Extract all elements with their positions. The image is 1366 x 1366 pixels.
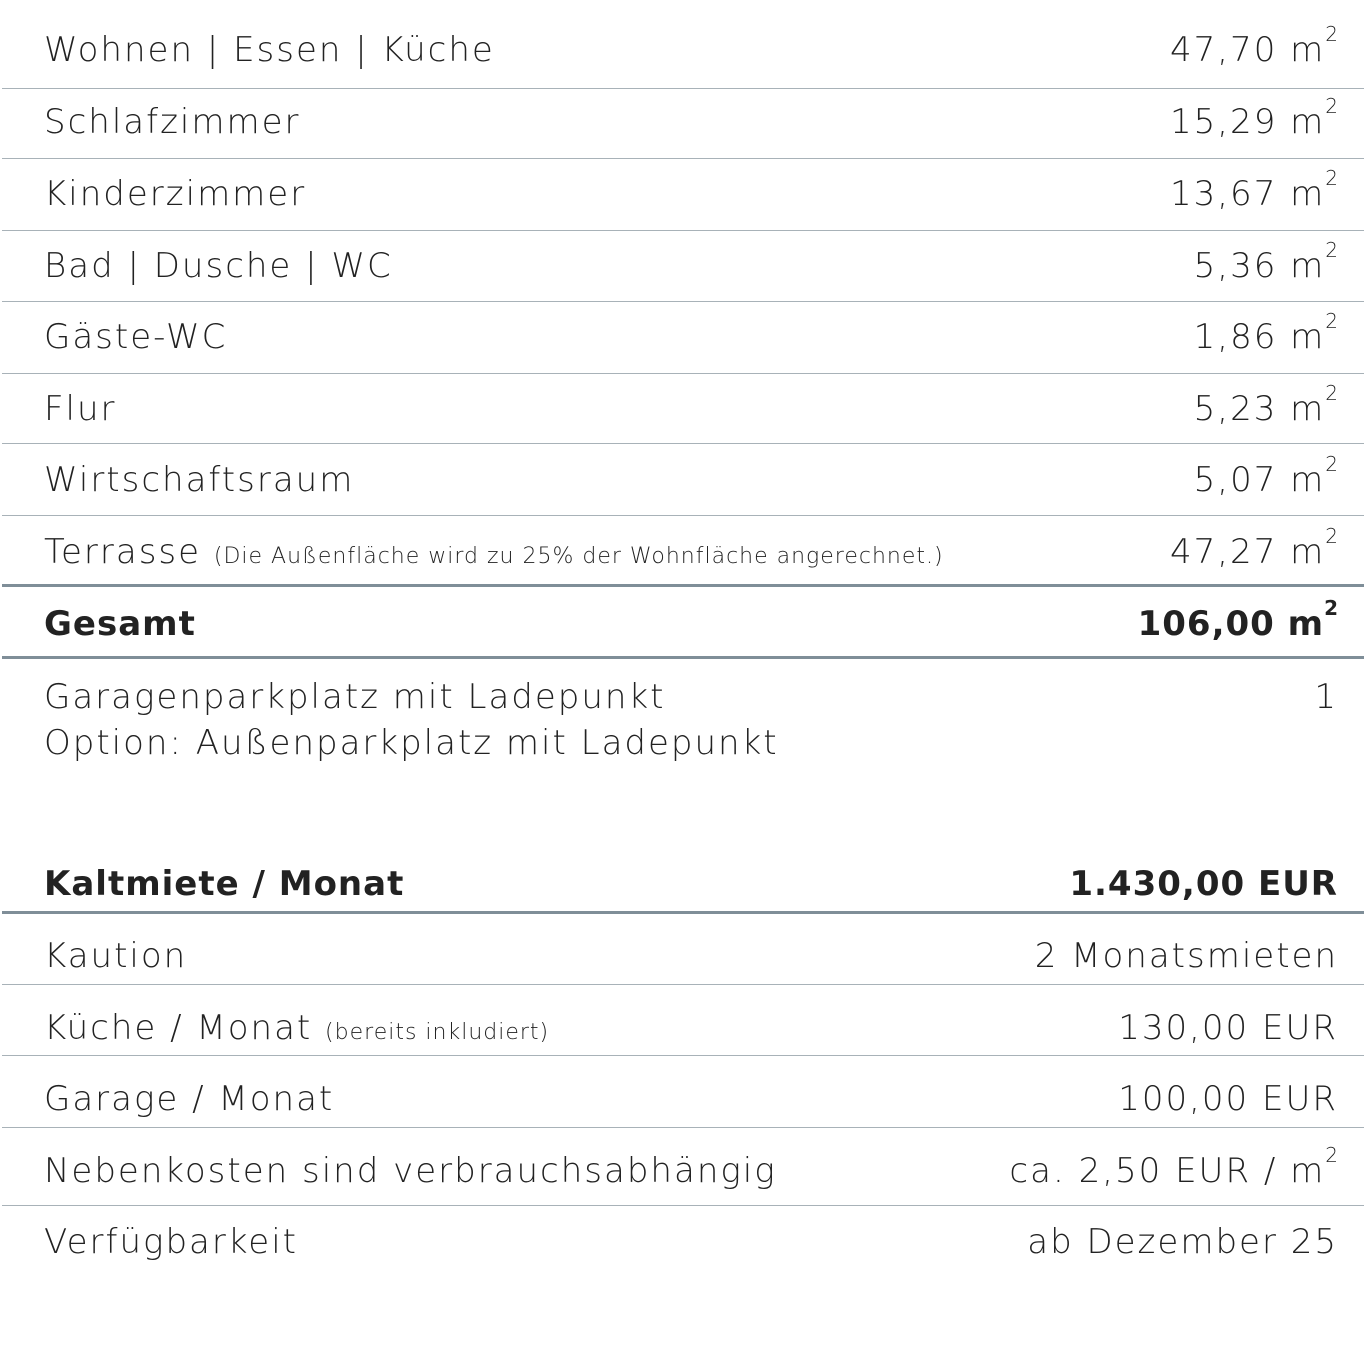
area-row-gaeste-wc <box>0 309 1366 359</box>
area-value: 5,36 $m^2$ <box>1193 238 1338 286</box>
area-value: 47,70 $m^2$ <box>1169 22 1338 70</box>
rent-row-kueche <box>0 1006 1366 1055</box>
area-label: Wirtschaftsraum <box>44 460 355 500</box>
divider <box>2 1055 1364 1056</box>
area-value: 47,27 $m^2$ <box>1169 524 1338 572</box>
divider-thick <box>2 584 1364 587</box>
parking-line-1: Garagenparkplatz mit Ladepunkt <box>44 677 666 717</box>
rent-value: 100,00 EUR <box>1118 1079 1338 1119</box>
rent-note: (bereits inkludiert) <box>325 1020 550 1045</box>
area-row-terrasse <box>0 524 1366 579</box>
rent-value: ca. 2,50 EUR / $m^2$ <box>1009 1143 1338 1191</box>
rent-label: Kaution <box>44 936 188 976</box>
area-value: 1,86 $m^2$ <box>1193 309 1338 357</box>
parking-row <box>0 674 1366 766</box>
rent-row-kaution <box>0 934 1366 978</box>
area-value: 5,07 $m^2$ <box>1193 452 1338 500</box>
area-row-bad <box>0 238 1366 288</box>
divider-thick <box>2 911 1364 914</box>
rent-label: Garage / Monat <box>44 1079 335 1119</box>
divider <box>2 88 1364 89</box>
rent-value: 130,00 EUR <box>1118 1008 1338 1048</box>
rent-header-value: 1.430,00 EUR <box>1069 864 1338 904</box>
area-note: (Die Außenfläche wird zu 25% der Wohnfläche angerechnet.) <box>213 544 944 569</box>
divider <box>2 443 1364 444</box>
area-label: Kinderzimmer <box>44 174 307 214</box>
divider-thick <box>2 656 1364 659</box>
rent-row-verfuegbarkeit <box>0 1220 1366 1264</box>
rent-row-nebenkosten <box>0 1143 1366 1193</box>
area-label: Gäste-WC <box>44 317 228 357</box>
area-value: 5,23 $m^2$ <box>1193 381 1338 429</box>
area-label: Terrasse (Die Außenfläche wird zu 25% der Wohnfläche angerechnet.) <box>44 532 944 572</box>
parking-labels <box>44 674 779 766</box>
rent-value: 2 Monatsmieten <box>1034 936 1338 976</box>
total-value: 106,00 $m^2$ <box>1137 596 1338 644</box>
rent-value: ab Dezember 25 <box>1027 1222 1338 1262</box>
area-label: Schlafzimmer <box>44 102 301 142</box>
divider <box>2 515 1364 516</box>
divider <box>2 158 1364 159</box>
area-row-kinderzimmer <box>0 166 1366 216</box>
area-row-flur <box>0 381 1366 431</box>
divider <box>2 230 1364 231</box>
area-row-wohnen <box>0 22 1366 72</box>
rent-label: Küche / Monat (bereits inkludiert) <box>44 1008 550 1048</box>
rent-header-row <box>0 862 1366 906</box>
parking-line-2: Option: Außenparkplatz mit Ladepunkt <box>44 723 779 763</box>
area-label: Wohnen | Essen | Küche <box>44 30 495 70</box>
rent-row-garage <box>0 1077 1366 1121</box>
rent-label: Verfügbarkeit <box>44 1222 299 1262</box>
divider <box>2 301 1364 302</box>
total-label: Gesamt <box>44 604 196 644</box>
parking-count: 1 <box>1314 677 1338 717</box>
area-label: Flur <box>44 389 117 429</box>
area-value: 13,67 $m^2$ <box>1169 166 1338 214</box>
area-value: 15,29 $m^2$ <box>1169 94 1338 142</box>
area-label: Bad | Dusche | WC <box>44 246 393 286</box>
divider <box>2 1127 1364 1128</box>
divider <box>2 984 1364 985</box>
area-row-wirtschaftsraum <box>0 452 1366 502</box>
rent-header-label: Kaltmiete / Monat <box>44 864 405 904</box>
divider <box>2 373 1364 374</box>
area-row-schlafzimmer <box>0 94 1366 144</box>
rent-label: Nebenkosten sind verbrauchsabhängig <box>44 1151 777 1191</box>
area-total-row <box>0 596 1366 646</box>
divider <box>2 1205 1364 1206</box>
